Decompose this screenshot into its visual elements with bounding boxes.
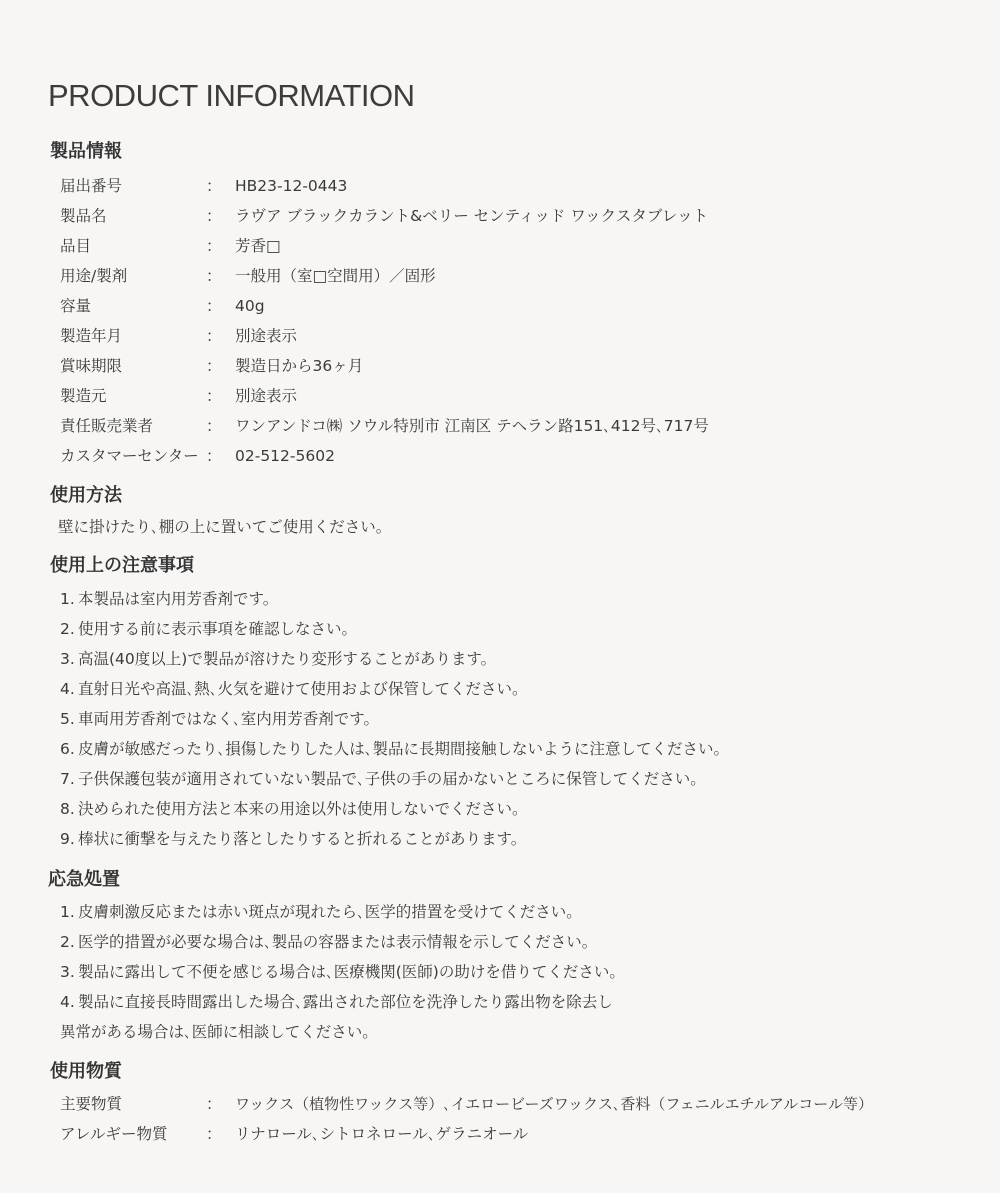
info-value: 40g [235,297,265,315]
info-colon: ： [206,387,222,405]
info-label: カスタマーセンター [60,447,199,465]
precaution-item [60,736,729,762]
info-colon: ： [206,447,222,465]
item-number: 4. [60,680,75,698]
info-colon: ： [206,417,222,435]
substance-colon: ： [206,1095,222,1113]
precaution-item [60,766,706,792]
substance-label: アレルギー物質 [60,1125,168,1143]
info-value: ラヴア ブラックカラント&ベリー センティッド ワックスタブレット [235,207,709,225]
item-text: 決められた使用方法と本来の用途以外は使用しないでください。 [78,800,528,818]
item-text: 医学的措置が必要な場合は､製品の容器または表示情報を示してください。 [78,933,598,951]
item-number: 1. [60,590,75,608]
item-text: 車両用芳香剤ではなく､室内用芳香剤です。 [78,710,380,728]
info-colon: ： [206,237,222,255]
info-value: ワンアンドコ㈱ ソウル特別市 江南区 テヘラン路151､412号､717号 [235,417,709,435]
first-aid-item [60,899,582,925]
first-aid-continuation: 異常がある場合は､医師に相談してください。 [60,1023,378,1041]
item-number: 8. [60,800,75,818]
precaution-item [60,706,379,732]
first-aid-item [60,989,613,1015]
item-number: 2. [60,620,75,638]
product-info-heading: 製品情報 [50,141,122,162]
substance-label: 主要物質 [60,1095,123,1113]
precautions-heading: 使用上の注意事項 [50,555,194,576]
info-label: 賞味期限 [60,357,123,375]
info-colon: ： [206,267,222,285]
first-aid-item [60,929,597,955]
item-number: 1. [60,903,75,921]
info-value: 一般用（室□空間用）／固形 [235,267,436,285]
info-label: 製造年月 [60,327,123,345]
precaution-item [60,646,496,672]
precaution-item [60,796,528,822]
first-aid-heading: 応急処置 [48,869,120,890]
item-number: 7. [60,770,75,788]
item-number: 9. [60,830,75,848]
item-text: 製品に露出して不便を感じる場合は､医療機関(医師)の助けを借りてください。 [78,963,625,981]
first-aid-item [60,959,625,985]
item-text: 直射日光や高温､熱､火気を避けて使用および保管してください。 [78,680,528,698]
item-number: 5. [60,710,75,728]
info-colon: ： [206,177,222,195]
info-label: 容量 [60,297,92,315]
info-value: 別途表示 [235,387,298,405]
substances-heading: 使用物質 [50,1061,122,1082]
item-text: 高温(40度以上)で製品が溶けたり変形することがあります。 [78,650,497,668]
item-text: 子供保護包装が適用されていない製品で､子供の手の届かないところに保管してください。 [78,770,706,788]
usage-heading: 使用方法 [50,485,122,506]
item-number: 3. [60,650,75,668]
info-value: 別途表示 [235,327,298,345]
substance-colon: ： [206,1125,222,1143]
usage-text: 壁に掛けたり､棚の上に置いてご使用ください。 [58,518,392,536]
info-colon: ： [206,327,222,345]
page-title: PRODUCT INFORMATION [48,78,415,113]
precaution-item [60,616,357,642]
info-value: 製造日から36ヶ月 [235,357,364,375]
item-text: 製品に直接長時間露出した場合､露出された部位を洗浄したり露出物を除去し [78,993,613,1011]
precaution-item [60,826,526,852]
substance-value: リナロール､シトロネロール､ゲラニオール [235,1125,529,1143]
item-text: 使用する前に表示事項を確認しなさい。 [78,620,358,638]
info-label: 責任販売業者 [60,417,154,435]
info-value: HB23-12-0443 [235,177,348,195]
item-number: 2. [60,933,75,951]
info-label: 届出番号 [60,177,123,195]
precaution-item [60,586,278,612]
precaution-item [60,676,528,702]
substance-value: ワックス（植物性ワックス等）､イエロービーズワックス､香料（フェニルエチルアルコール等） [235,1095,873,1113]
info-value: 02-512-5602 [235,447,335,465]
item-number: 4. [60,993,75,1011]
info-colon: ： [206,297,222,315]
item-text: 棒状に衝撃を与えたり落としたりすると折れることがあります。 [78,830,527,848]
item-text: 本製品は室内用芳香剤です。 [78,590,279,608]
info-label: 製造元 [60,387,107,405]
info-colon: ： [206,207,222,225]
info-label: 用途/製剤 [60,267,128,285]
item-number: 3. [60,963,75,981]
item-text: 皮膚が敏感だったり､損傷したりした人は､製品に長期間接触しないように注意してください。 [78,740,730,758]
info-colon: ： [206,357,222,375]
item-number: 6. [60,740,75,758]
info-label: 製品名 [60,207,107,225]
info-label: 品目 [60,237,92,255]
item-text: 皮膚刺激反応または赤い斑点が現れたら､医学的措置を受けてください。 [78,903,582,921]
info-value: 芳香□ [235,237,281,255]
